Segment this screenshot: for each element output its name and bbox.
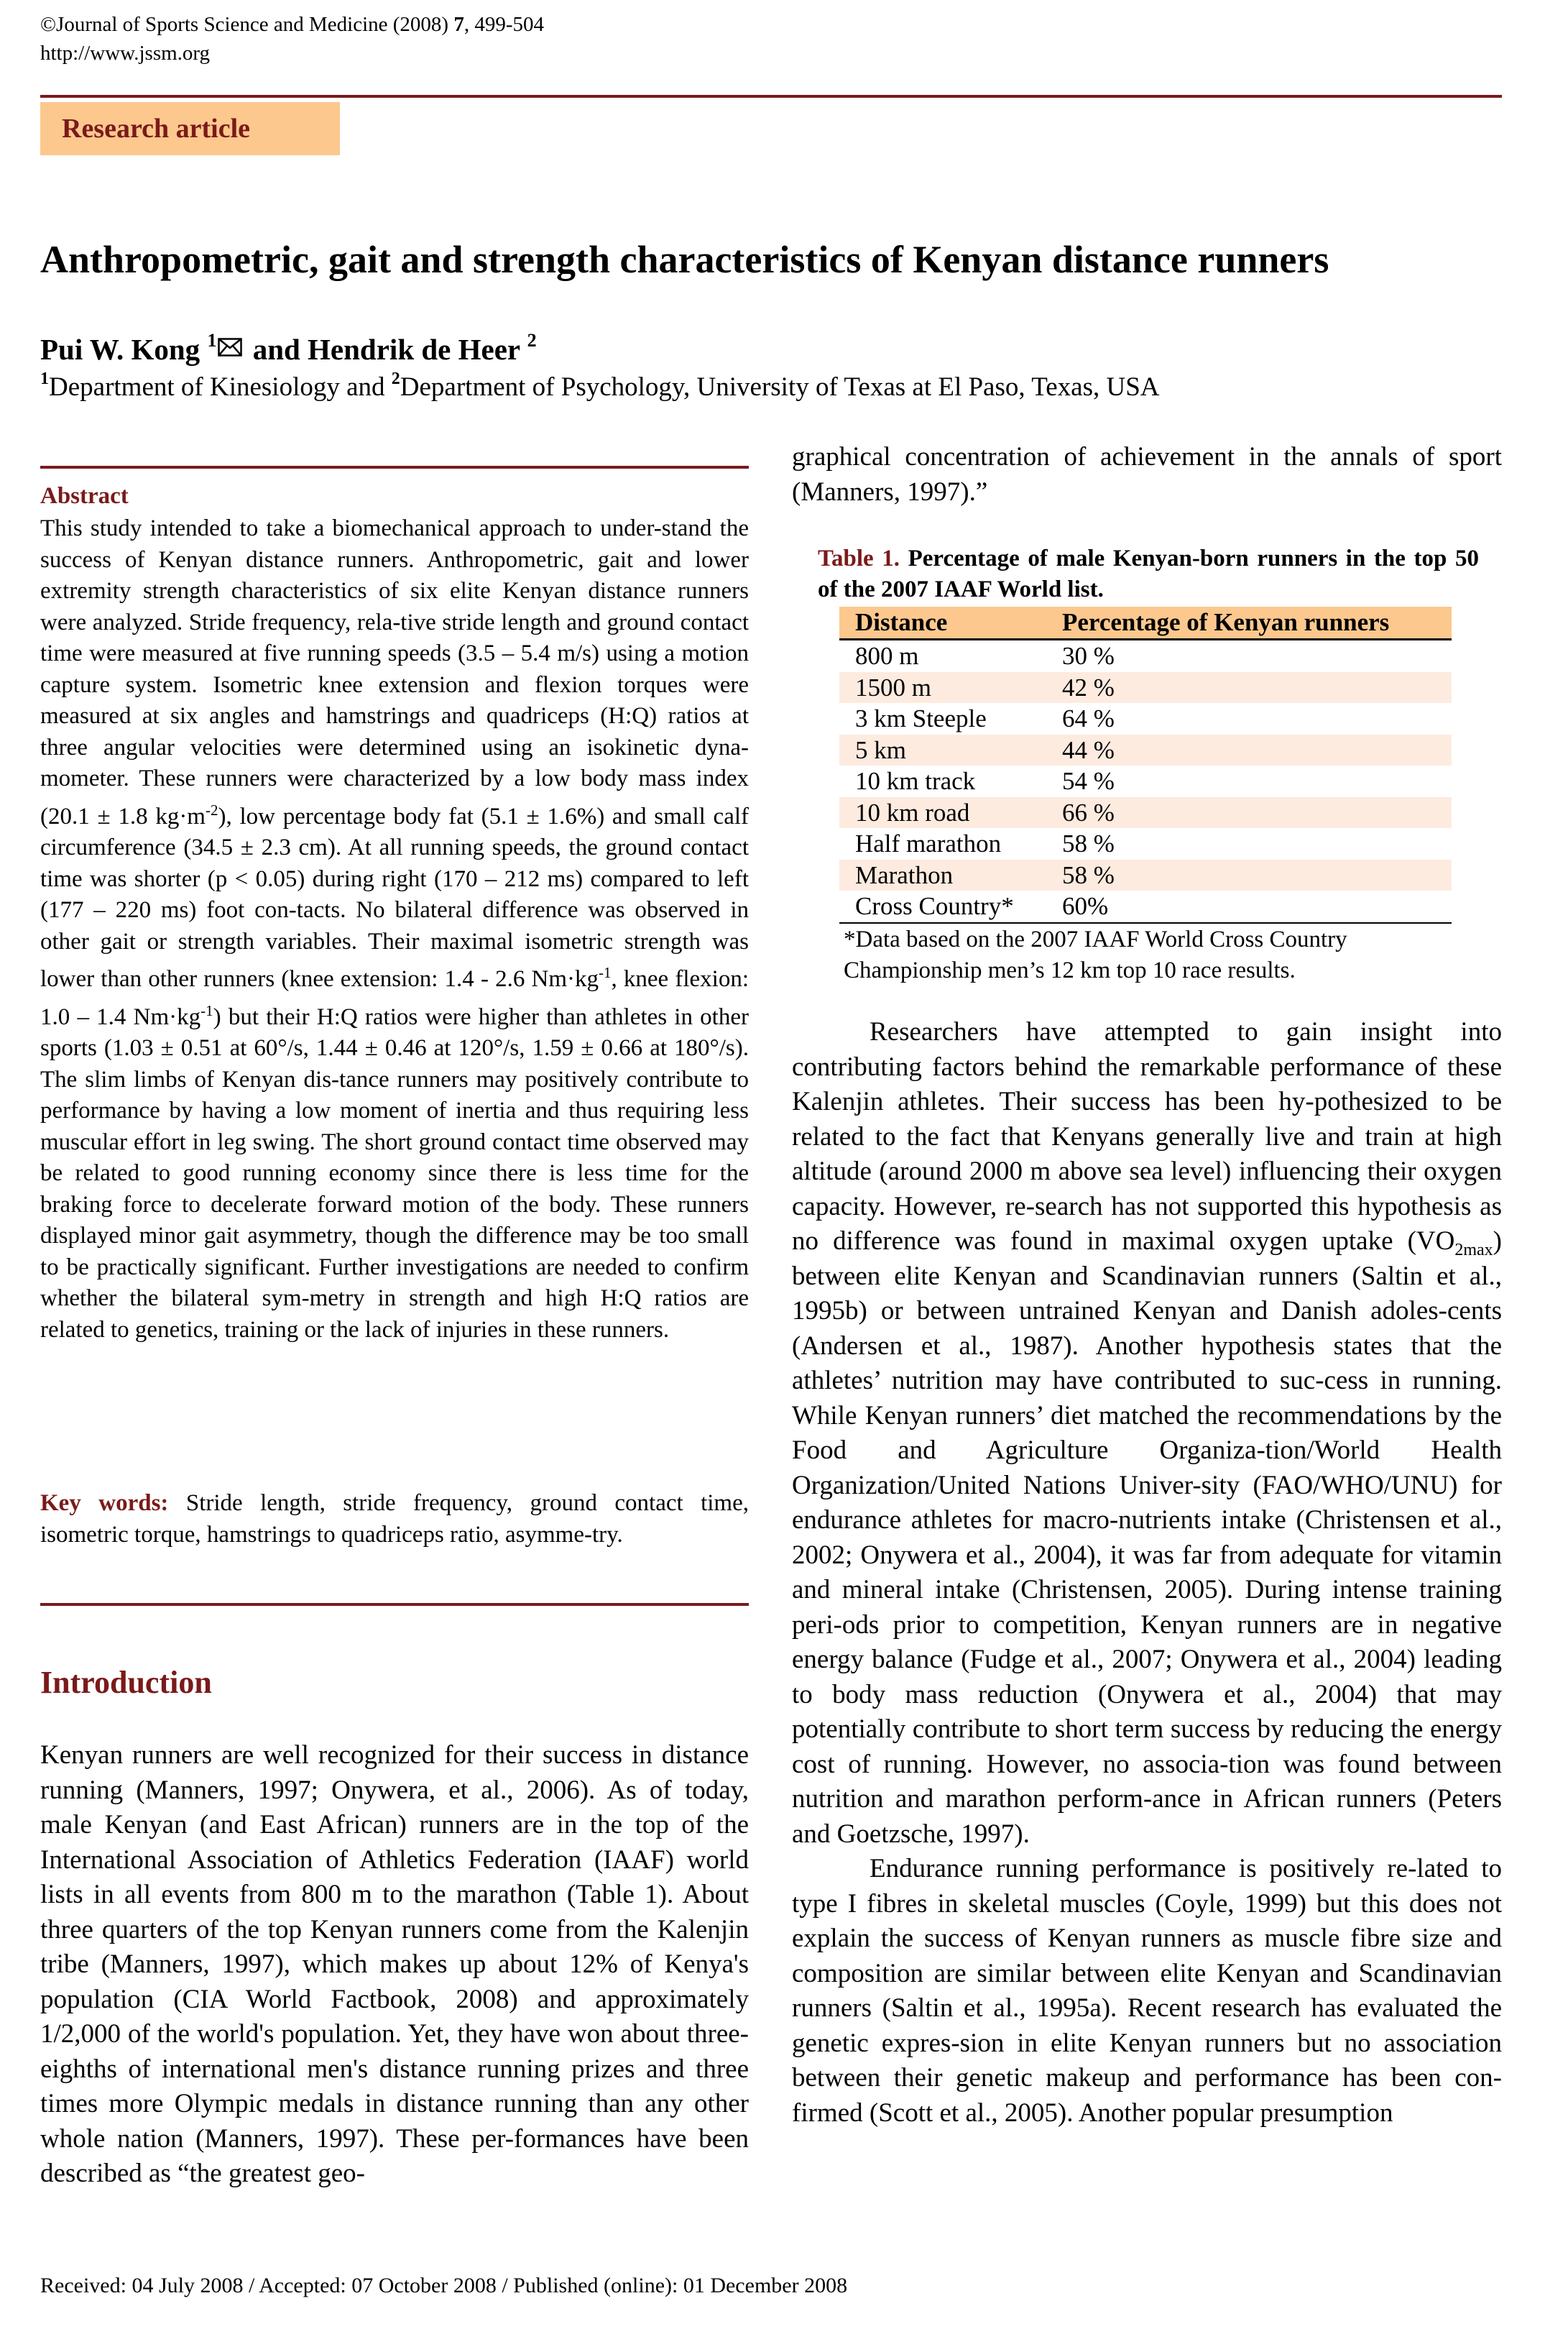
journal-volume: 7 <box>453 13 464 36</box>
body-paragraph-2: Endurance running performance is positively re-lated to type I fibres in skeletal muscles (Coyle, 1999) but this does not explain the success of Kenyan runners as muscle fibre size and composition are similar between elite Kenyan and Scandinavian runners (Saltin et al., 1995a). Recent research has evaluated the genetic expres-sion in elite Kenyan runners but no association between their genetic makeup and performance has been con-firmed (Scott et al., 2005). Another popular presumption <box>792 1854 1502 2128</box>
affil-sup-1: 1 <box>40 369 49 388</box>
envelope-icon[interactable] <box>218 338 242 357</box>
table-1-label: Table 1. <box>818 546 900 571</box>
affil-part-1: Department of Kinesiology and <box>49 372 392 402</box>
table-row <box>839 640 1452 672</box>
table-row <box>839 735 1452 766</box>
abstract-seg-3: , knee flexion: 1.0 – 1.4 Nm·kg <box>40 966 749 1030</box>
table-1-caption <box>818 543 1479 605</box>
keywords <box>40 1488 749 1551</box>
keywords-label: Key words: <box>40 1490 169 1516</box>
right-column-continuation: graphical concentration of achievement in the annals of sport (Manners, 1997).” <box>792 442 1502 507</box>
affil-sup-2: 2 <box>391 369 400 388</box>
table-cell-distance: Marathon <box>839 860 1046 891</box>
table-cell-percentage: 58 % <box>1046 860 1452 891</box>
table-cell-percentage: 42 % <box>1046 672 1452 704</box>
journal-pages: , 499-504 <box>464 13 544 36</box>
header-rule <box>40 95 1502 98</box>
table-header-distance: Distance <box>839 607 1046 640</box>
affil-part-2: Department of Psychology, University of Texas at El Paso, Texas, USA <box>400 372 1160 402</box>
author-connector: and Hendrik de Heer <box>245 333 527 366</box>
right-column-body <box>792 1015 1502 2131</box>
table-cell-distance: Half marathon <box>855 830 1002 858</box>
body-p1-seg-2: ) between elite Kenyan and Scandinavian runners (Saltin et al., 1995b) or between untrained Kenyan and Danish adoles-cents (Andersen et al., 1987). Another hypothesis states that the athletes’ nutrition may have contributed to suc-cess in running. While Kenyan runners’ diet matched the recommendations by the Food and Agriculture Organiza-tion/World Health Organization/United Nations Univer-sity (FAO/WHO/UNU) for endurance athletes for macro-nutrients intake (Christensen et al., 2002; Onywera et al., 2004), it was far from adequate for vitamin and mineral intake (Christensen, 2005). During intense training peri-ods prior to competition, Kenyan runners are in negative energy balance (Fudge et al., 2007; Onywera et al., 2004) leading to body mass reduction (Onywera et al., 2004) that may potentially contribute to short term success by reducing the energy cost of running. However, no associa-tion was found between nutrition and marathon perform-ance in African runners (Peters and Goetzsche, 1997). <box>792 1226 1502 1849</box>
abstract-seg-2: ), low percentage body fat (5.1 ± 1.6%) and small calf circumference (34.5 ± 2.3 cm). At all running speeds, the ground contact time was shorter (p < 0.05) during right (170 – 212 ms) compared to left (177 – 220 ms) foot con-tacts. No bilateral difference was observed in other gait or strength variables. Their maximal isometric strength was lower than other runners (knee extension: 1.4 - 2.6 Nm·kg <box>40 803 749 992</box>
vo2max-subscript: 2max <box>1454 1241 1493 1259</box>
abstract-seg-1: This study intended to take a biomechanical approach to under-stand the success of Kenyan distance runners. Anthropometric, gait and lower extremity strength characteristics of six elite Kenyan distance runners were analyzed. Stride frequency, rela-tive stride length and ground contact time were measured at five running speeds (3.5 – 5.4 m/s) using a motion capture system. Isometric knee extension and flexion torques were measured at six angles and hamstrings and quadriceps (H:Q) ratios at three angular velocities were determined using an isokinetic dyna-mometer. These runners were characterized by a low body mass index (20.1 ± 1.8 kg·m <box>40 515 749 830</box>
abstract-heading: Abstract <box>40 483 129 509</box>
table-row <box>839 828 1452 860</box>
table-1-caption-text: Percentage of male Kenyan-born runners in the top 50 of the 2007 IAAF World list. <box>818 546 1479 602</box>
journal-url[interactable]: http://www.jssm.org <box>40 42 211 65</box>
author-line <box>40 329 537 369</box>
affiliation-line <box>40 368 1160 407</box>
abstract-text <box>40 513 749 1346</box>
author-2-affil: 2 <box>527 330 537 351</box>
table-1 <box>839 607 1452 924</box>
table-cell-distance: 10 km track <box>855 767 976 795</box>
keywords-text: Stride length, stride frequency, ground contact time, isometric torque, hamstrings to quadriceps ratio, asymme-try. <box>40 1490 750 1548</box>
body-paragraph-1 <box>792 1015 1502 1852</box>
author-1-affil: 1 <box>207 330 217 351</box>
abstract-seg-4: ) but their H:Q ratios were higher than athletes in other sports (1.03 ± 0.51 at 60°/s, 1.44 ± 0.46 at 120°/s, 1.59 ± 0.66 at 180°/s). The slim limbs of Kenyan dis-tance runners may positively contribute to performance by having a low moment of inertia and thus requiring less muscular effort in leg swing. The short ground contact time observed may be related to good running economy since there is less time for the braking force to decelerate forward motion of the body. These runners displayed minor gait asymmetry, though the difference may be too small to be practically significant. Further investigations are needed to confirm whether the bilateral sym-metry in strength and high H:Q ratios are related to genetics, training or the lack of injuries in these runners. <box>40 1003 749 1343</box>
table-row <box>839 891 1452 923</box>
table-row <box>839 672 1452 704</box>
table-cell-percentage: 58 % <box>1062 830 1115 858</box>
journal-citation <box>40 10 544 68</box>
table-header-percentage: Percentage of Kenyan runners <box>1046 607 1452 640</box>
body-p1-seg-1: Researchers have attempted to gain insight into contributing factors behind the remarkable performance of these Kalenjin athletes. Their success has been hy-pothesized to be related to the fact that Kenyans generally live and train at high altitude (around 2000 m above sea level) influencing their oxygen capacity. However, re-search has not supported this hypothesis as no difference was found in maximal oxygen uptake (VO <box>792 1017 1502 1256</box>
table-cell-percentage: 30 % <box>1062 642 1115 670</box>
table-cell-distance: 1500 m <box>839 672 1046 704</box>
abstract-sup-3: -1 <box>200 1001 213 1019</box>
table-cell-percentage: 60% <box>1046 891 1452 923</box>
table-cell-percentage: 44 % <box>1046 735 1452 766</box>
introduction-heading: Introduction <box>40 1665 212 1700</box>
abstract-bottom-rule <box>40 1603 749 1606</box>
table-cell-percentage: 66 % <box>1046 797 1452 829</box>
table-row <box>839 797 1452 829</box>
table-cell-distance: 3 km Steeple <box>855 704 987 732</box>
abstract-sup-1: -2 <box>205 801 218 819</box>
abstract-sup-2: -1 <box>599 964 612 981</box>
table-row <box>839 703 1452 735</box>
table-cell-percentage: 64 % <box>1062 704 1115 732</box>
table-row <box>839 766 1452 797</box>
table-cell-percentage: 54 % <box>1062 767 1115 795</box>
table-cell-distance: 800 m <box>855 642 919 670</box>
table-header-row <box>839 607 1452 640</box>
table-cell-distance: 5 km <box>839 735 1046 766</box>
abstract-top-rule <box>40 466 749 469</box>
article-title: Anthropometric, gait and strength characteristics of Kenyan distance runners <box>40 238 1329 281</box>
table-cell-distance: Cross Country* <box>839 891 1046 923</box>
table-1-note: *Data based on the 2007 IAAF World Cross Country Championship men’s 12 km top 10 race results. <box>844 927 1347 983</box>
author-1: Pui W. Kong <box>40 333 208 366</box>
table-row <box>839 860 1452 891</box>
article-type-badge: Research article <box>40 102 340 155</box>
table-cell-distance: 10 km road <box>839 797 1046 829</box>
journal-prefix: ©Journal of Sports Science and Medicine (2008) <box>40 13 454 36</box>
introduction-text: Kenyan runners are well recognized for their success in distance running (Manners, 1997; Onywera, et al., 2006). As of today, male Kenyan (and East African) runners are in the top of the International Association of Athletics Federation (IAAF) world lists in all events from 800 m to the marathon (Table 1). About three quarters of the top Kenyan runners come from the Kalenjin tribe (Manners, 1997), which makes up about 12% of Kenya's population (CIA World Factbook, 2008) and approximately 1/2,000 of the world's population. Yet, they have won about three-eighths of international men's distance running prizes and three times more Olympic medals in distance running than any other whole nation (Manners, 1997). These per-formances have been described as “the greatest geo- <box>40 1740 749 2188</box>
received-dates: Received: 04 July 2008 / Accepted: 07 October 2008 / Published (online): 01 December 2008 <box>40 2274 848 2297</box>
